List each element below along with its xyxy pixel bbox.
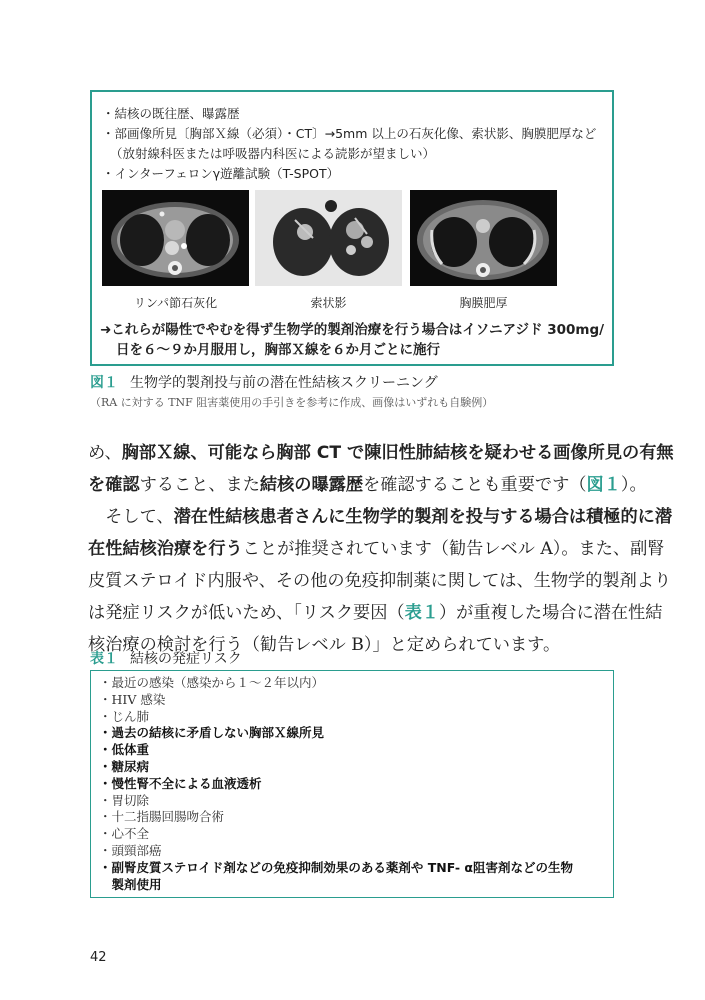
- risk-list-item: ・心不全: [99, 826, 150, 842]
- figure-bullet: ・部画像所見〔胸部Ｘ線（必須）・CT〕→5mm 以上の石灰化像、索状影、胸膜肥厚など: [102, 126, 597, 141]
- ct-image-lymph-node-calcification: [102, 190, 249, 286]
- risk-list-item: ・頭頸部癌: [99, 843, 162, 858]
- figure-treatment-note-cont: 日を６〜９か月服用し，胸部Ｘ線を６か月ごとに施行: [116, 342, 440, 358]
- risk-list-item: ・HIV 感染: [99, 691, 166, 707]
- body-paragraph-line: 在性結核治療を行うことが推奨されています（勧告レベル A）。また、副腎: [88, 539, 665, 559]
- table-1-box: [90, 670, 614, 898]
- risk-list-item: ・十二指腸回腸吻合術: [99, 809, 225, 825]
- body-paragraph-line: を確認すること、また結核の曝露歴を確認することも重要です（図１）。: [88, 475, 647, 495]
- figure-treatment-note: ➜これらが陽性でやむを得ず生物学的製剤治療を行う場合はイソニアジド 300mg/: [100, 322, 605, 338]
- figure-bullet: ・結核の既往歴、曝露歴: [102, 106, 240, 121]
- body-paragraph-line: め、胸部Ｘ線、可能なら胸部 CT で陳旧性肺結核を疑わせる画像所見の有無: [88, 443, 674, 463]
- table-title-text: 結核の発症リスク: [130, 651, 242, 667]
- ct-image-caption: リンパ節石灰化: [133, 296, 218, 310]
- ct-image-cord-like-shadow: [255, 190, 402, 286]
- risk-list-item: ・過去の結核に矛盾しない胸部Ｘ線所見: [99, 725, 325, 741]
- ct-image-pleural-thickening: [410, 190, 557, 286]
- body-paragraph-line-last: 核治療の検討を行う（勧告レベル B）」と定められています。: [88, 635, 561, 655]
- risk-list-item: 製剤使用: [99, 876, 162, 892]
- body-paragraph-line: は発症リスクが低いため、「リスク要因（表１）が重複した場合に潜在性結: [88, 603, 663, 623]
- body-paragraph-line: そして、潜在性結核患者さんに生物学的製剤を投与する場合は積極的に潜: [88, 507, 673, 527]
- figure-source-note: （RA に対する TNF 阻害薬使用の手引きを参考に作成、画像はいずれも自験例）: [90, 396, 494, 409]
- page-number: 42: [90, 950, 107, 965]
- risk-list-item: ・低体重: [99, 742, 150, 758]
- figure-number: 図１: [90, 375, 118, 391]
- figure-reference-link: 図１: [586, 475, 621, 495]
- table-number: 表１: [90, 651, 118, 667]
- risk-list-item: ・糖尿病: [99, 759, 150, 774]
- figure-caption: [90, 372, 438, 392]
- ct-image-caption: 胸膜肥厚: [459, 296, 508, 310]
- risk-list-item: ・じん肺: [99, 708, 150, 724]
- risk-list-item: ・最近の感染（感染から１〜２年以内）: [99, 675, 325, 690]
- table-reference-link: 表１: [404, 603, 439, 623]
- risk-list-item: ・副腎皮質ステロイド剤などの免疫抑制効果のある薬剤や TNF- α阻害剤などの生物: [99, 859, 573, 875]
- risk-list-item: ・胃切除: [99, 792, 150, 808]
- risk-list-item: ・慢性腎不全による血液透析: [99, 775, 262, 791]
- ct-image-caption: 索状影: [310, 296, 347, 310]
- figure-bullet: ・インターフェロンγ遊離試験（T-SPOT）: [102, 166, 340, 181]
- figure-title: 生物学的製剤投与前の潜在性結核スクリーニング: [130, 375, 438, 391]
- table-title: [90, 648, 242, 668]
- body-paragraph-line: 皮質ステロイド内服や、その他の免疫抑制薬に関しては、生物学的製剤より: [88, 571, 672, 591]
- figure-1-box: [90, 90, 614, 366]
- figure-bullet-note: （放射線科医または呼吸器内科医による読影が望ましい）: [110, 146, 436, 161]
